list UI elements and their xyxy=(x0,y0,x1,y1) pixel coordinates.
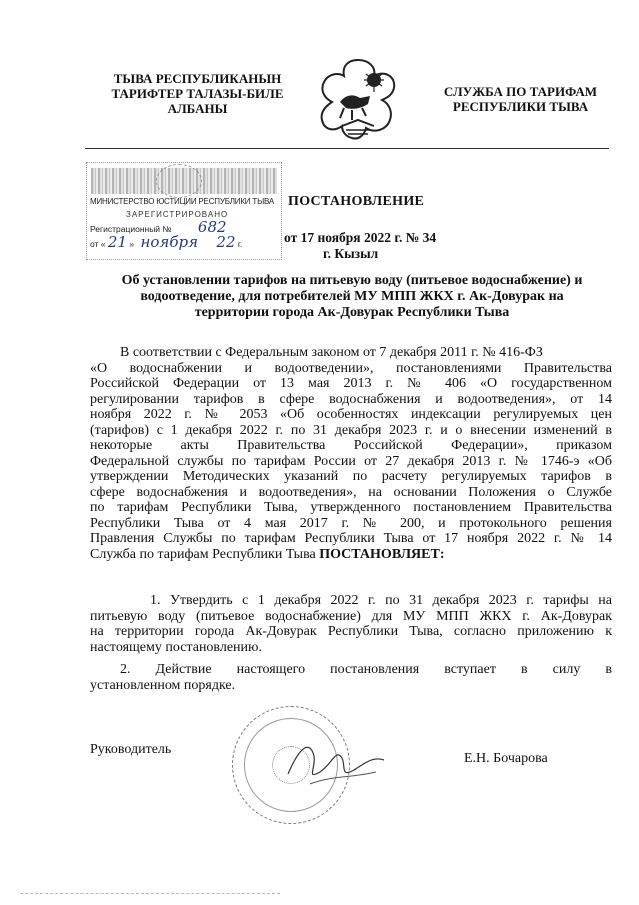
body-line: Российской Федерации от 13 мая 2013 г. № 406 «О государственном xyxy=(90,376,612,391)
header-right-line: СЛУЖБА ПО ТАРИФАМ xyxy=(443,84,598,99)
document-city: г. Кызыл xyxy=(323,246,379,261)
body-line: настоящему постановлению. xyxy=(90,639,262,655)
stamp-date-suffix: г. xyxy=(237,239,243,249)
stamp-registered: ЗАРЕГИСТРИРОВАНО xyxy=(126,210,229,219)
signer-name: Е.Н. Бочарова xyxy=(464,751,548,766)
body-line-text: Служба по тарифам Республики Тыва xyxy=(90,546,316,562)
registration-stamp xyxy=(86,162,282,260)
stamp-date-month: ноября xyxy=(140,233,199,251)
header-left-line: АЛБАНЫ xyxy=(167,101,228,116)
item-1-paragraph xyxy=(90,593,612,655)
body-line: сфере водоснабжения и водоотведения», на основании Положения о Службе xyxy=(90,484,612,500)
body-line: регулировании тарифов в сфере водоснабжения и водоотведения», от 14 xyxy=(90,391,612,407)
stamp-reg-label: Регистрационный № xyxy=(90,224,172,234)
body-line: «О водоснабжении и водоотведении», постановлениями Правительства xyxy=(90,360,612,376)
signer-title: Руководитель xyxy=(90,742,172,757)
body-line: (тарифов) с 1 декабря 2022 г. по 31 декабря 2023 г. и о внесении изменений в xyxy=(90,422,612,438)
document-title xyxy=(92,273,612,322)
stamp-date-prefix: от « xyxy=(90,239,106,249)
item-2-paragraph xyxy=(90,662,612,693)
footer-divider xyxy=(20,893,280,894)
body-line: питьевую воду (питьевое водоснабжение) для МУ МПП ЖКХ г. Ак-Довурак xyxy=(90,608,612,624)
body-line: на территории города Ак-Довурак Республики Тыва, согласно приложению к xyxy=(90,624,612,639)
body-line: установленном порядке. xyxy=(90,677,236,693)
resolves-keyword: ПОСТАНОВЛЯЕТ: xyxy=(319,546,445,562)
body-line-last xyxy=(90,547,612,563)
document-type: ПОСТАНОВЛЕНИЕ xyxy=(288,194,425,209)
stamp-date-day: 21 xyxy=(107,233,127,251)
coat-of-arms-icon xyxy=(318,56,398,144)
body-line: Республики Тыва от 4 мая 2017 г. № 200, и протокольного решения xyxy=(90,515,612,531)
body-line: 2. Действие настоящего постановления вступает в силу в xyxy=(120,662,612,677)
title-line: территории города Ак-Довурак Республики Тыва xyxy=(194,305,510,321)
title-line: Об установлении тарифов на питьевую воду (питьевое водоснабжение) и xyxy=(121,273,583,288)
body-line: Правления Службы по тарифам Республики Тыва от 17 ноября 2022 г. № 14 xyxy=(90,531,612,546)
signature-icon xyxy=(280,726,400,796)
header-left-line: ТЫВА РЕСПУБЛИКАНЫН xyxy=(113,71,282,86)
body-line: ноября 2022 г. № 2053 «Об особенностях индексации регулируемых цен xyxy=(90,407,612,422)
header-right-line: РЕСПУБЛИКИ ТЫВА xyxy=(452,99,589,114)
preamble-paragraph xyxy=(90,345,612,562)
document-date-number: от 17 ноября 2022 г. № 34 xyxy=(284,230,437,245)
header-divider xyxy=(85,148,609,149)
body-line: по тарифам Республики Тыва, утвержденного постановлением Правительства xyxy=(90,500,612,515)
header-left xyxy=(95,71,300,116)
stamp-emblem-icon xyxy=(156,164,202,198)
body-line: утверждении Методических указаний по расчету регулируемых тарифов в xyxy=(90,469,612,484)
stamp-ministry: МИНИСТЕРСТВО ЮСТИЦИИ РЕСПУБЛИКИ ТЫВА xyxy=(90,197,274,206)
stamp-reg-number: 682 xyxy=(197,218,227,236)
header-left-line: ТАРИФТЕР ТАЛАЗЫ-БИЛЕ xyxy=(111,86,284,101)
title-line: водоотведение, для потребителей МУ МПП ЖКХ г. Ак-Довурак на xyxy=(140,289,564,305)
stamp-date-year: 22 xyxy=(216,233,236,251)
stamp-date-mid: » xyxy=(129,239,135,249)
header-right xyxy=(418,84,623,114)
body-line: Федеральной службы по тарифам России от 27 декабря 2013 г. № 1746-э «Об xyxy=(90,453,612,469)
body-line: В соответствии с Федеральным законом от 7 декабря 2011 г. № 416-ФЗ xyxy=(120,345,543,360)
body-line: некоторые акты Правительства Российской Федерации», приказом xyxy=(90,438,612,453)
stamp-date-row xyxy=(90,233,243,251)
body-line: 1. Утвердить с 1 декабря 2022 г. по 31 декабря 2023 г. тарифы на xyxy=(150,593,612,608)
